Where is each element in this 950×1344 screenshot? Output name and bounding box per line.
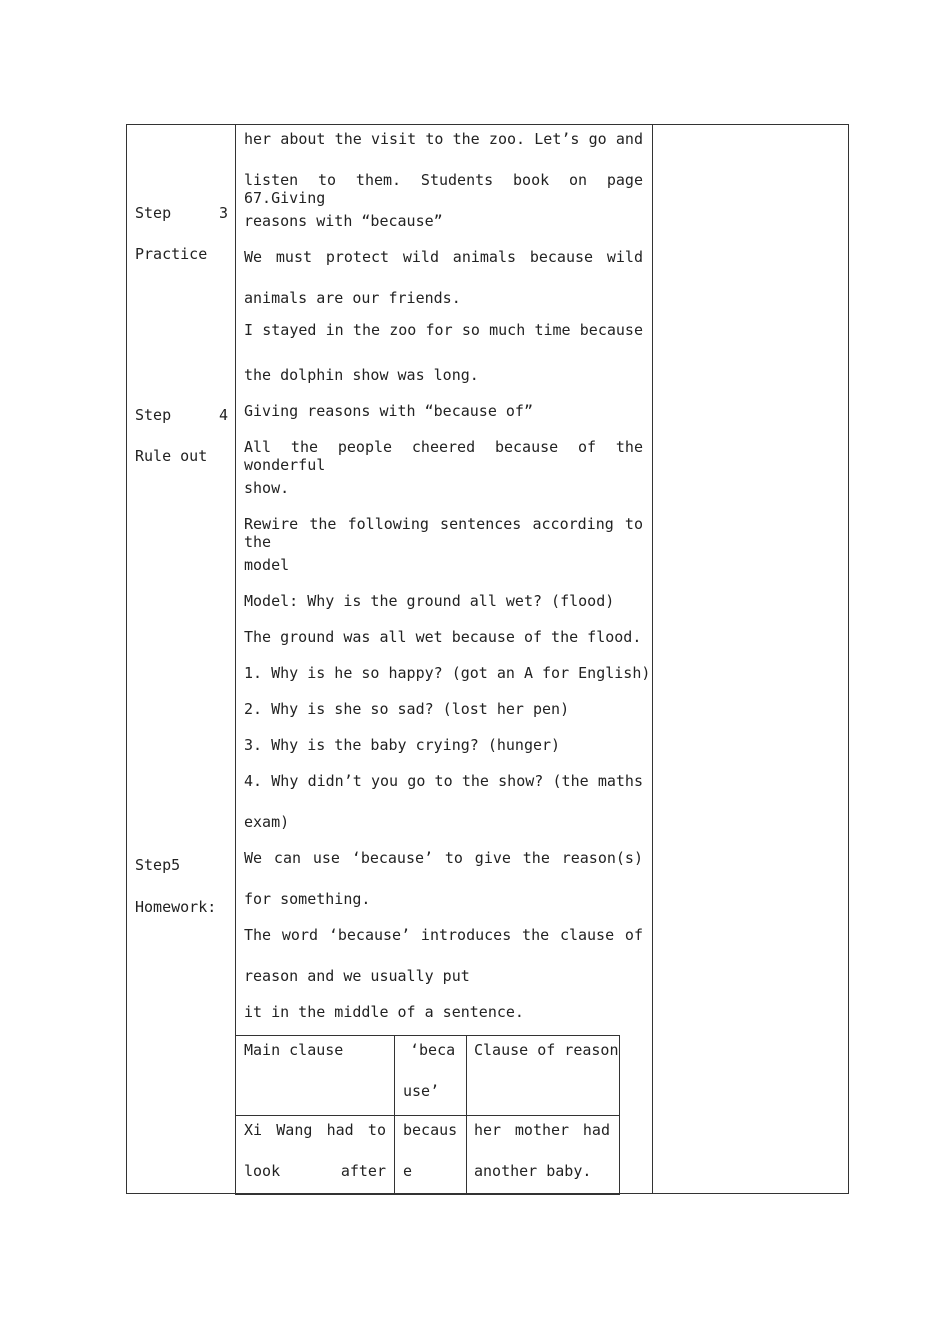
content-line: The ground was all wet because of the flood. bbox=[244, 628, 642, 646]
content-line: Rewire the following sentences according to the bbox=[244, 515, 643, 551]
content-line: reasons with “because” bbox=[244, 212, 443, 230]
column-divider bbox=[466, 1036, 467, 1194]
content-line: We can use ‘because’ to give the reason(s) bbox=[244, 849, 643, 867]
content-line: listen to them. Students book on page 67.Giving bbox=[244, 171, 643, 207]
content-line: Model: Why is the ground all wet? (flood) bbox=[244, 592, 615, 610]
content-line: reason and we usually put bbox=[244, 967, 470, 985]
step-3-heading: Step 3 bbox=[135, 204, 228, 222]
cell-because: becaus bbox=[403, 1121, 458, 1139]
content-line: it in the middle of a sentence. bbox=[244, 1003, 524, 1021]
header-because: use’ bbox=[403, 1082, 440, 1100]
cell-main-clause: Xi Wang had to bbox=[244, 1121, 386, 1139]
header-main-clause: Main clause bbox=[244, 1041, 344, 1059]
step-3-title: Practice bbox=[135, 245, 208, 263]
step-4-heading: Step 4 bbox=[135, 406, 228, 424]
step-5-heading: Step5 bbox=[135, 856, 181, 874]
row-divider bbox=[236, 1115, 619, 1116]
column-divider bbox=[394, 1036, 395, 1194]
content-line: show. bbox=[244, 479, 290, 497]
step-5-title: Homework: bbox=[135, 898, 217, 916]
exercise-item: 1. Why is he so happy? (got an A for English) bbox=[244, 664, 651, 682]
clause-table bbox=[235, 1035, 620, 1195]
exercise-item: 4. Why didn’t you go to the show? (the maths bbox=[244, 772, 643, 790]
content-line: her about the visit to the zoo. Let’s go and bbox=[244, 130, 643, 148]
cell-clause-of-reason: her mother had bbox=[474, 1121, 610, 1139]
content-line: All the people cheered because of the wonderful bbox=[244, 438, 643, 474]
content-line: model bbox=[244, 556, 290, 574]
content-line: I stayed in the zoo for so much time because bbox=[244, 321, 643, 339]
exercise-item: 3. Why is the baby crying? (hunger) bbox=[244, 736, 561, 754]
cell-because: e bbox=[403, 1162, 413, 1180]
cell-clause-of-reason: another baby. bbox=[474, 1162, 592, 1180]
content-line: Giving reasons with “because of” bbox=[244, 402, 533, 420]
column-divider bbox=[652, 124, 653, 1194]
content-line: animals are our friends. bbox=[244, 289, 461, 307]
content-line: We must protect wild animals because wild bbox=[244, 248, 643, 266]
content-line: The word ‘because’ introduces the clause of bbox=[244, 926, 643, 944]
content-line: exam) bbox=[244, 813, 290, 831]
content-line: the dolphin show was long. bbox=[244, 366, 479, 384]
header-clause-of-reason: Clause of reason bbox=[474, 1041, 619, 1059]
cell-main-clause: look after bbox=[244, 1162, 386, 1180]
content-line: for something. bbox=[244, 890, 371, 908]
step-4-title: Rule out bbox=[135, 447, 208, 465]
header-because: ‘beca bbox=[410, 1041, 456, 1059]
column-divider bbox=[235, 124, 236, 1194]
exercise-item: 2. Why is she so sad? (lost her pen) bbox=[244, 700, 570, 718]
